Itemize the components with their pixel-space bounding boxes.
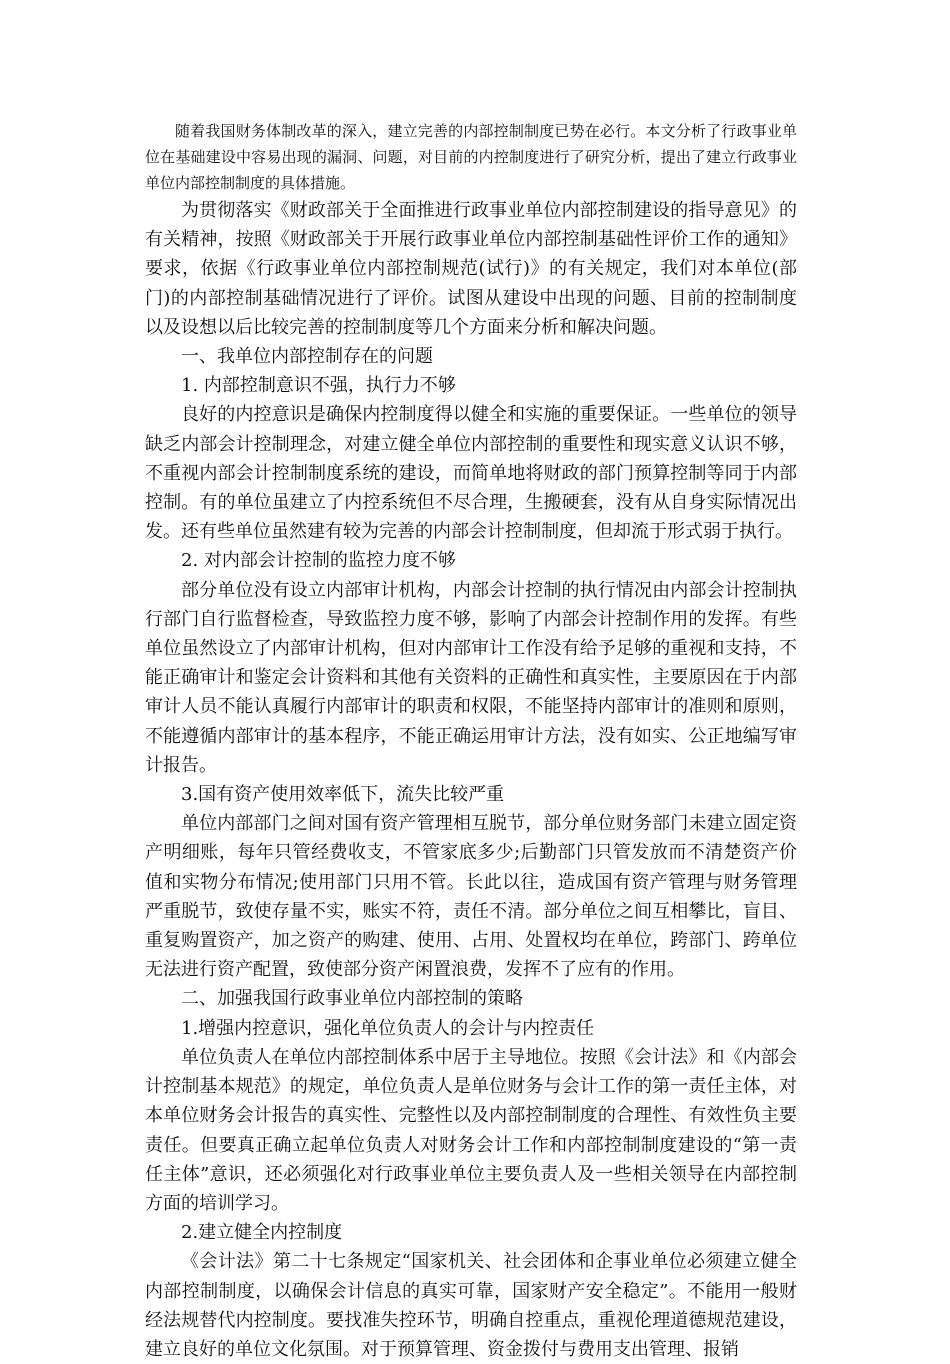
intro-paragraph: 为贯彻落实《财政部关于全面推进行政事业单位内部控制建设的指导意见》的有关精神，按照《财政部关于开展行政事业单位内部控制基础性评价工作的通知》要求，依据《行政事业单位内部控制规范(试行)》的有关规定，我们对本单位(部门)的内部控制基础情况进行了评价。试图从建设中出现的问题、目前的控制制度以及设想以后比较完善的控制制度等几个方面来分析和解决问题。 <box>145 200 797 338</box>
body-paragraph-responsibility: 单位负责人在单位内部控制体系中居于主导地位。按照《会计法》和《内部会计控制基本规范》的规定，单位负责人是单位财务与会计工作的第一责任主体，对本单位财务会计报告的真实性、完整性以及内部控制制度的合理性、有效性负主要责任。但要真正确立起单位负责人对财务会计工作和内部控制制度建设的“第一责任主体”意识，还必须强化对行政事业单位主要负责人及一些相关领导在内部控制方面的培训学习。 <box>145 1046 797 1214</box>
abstract-paragraph: 随着我国财务体制改革的深入，建立完善的内部控制制度已势在必行。本文分析了行政事业单位在基础建设中容易出现的漏洞、问题，对目前的内控制度进行了研究分析，提出了建立行政事业单位内部控制制度的具体措施。 <box>145 122 797 192</box>
body-paragraph-awareness: 良好的内控意识是确保内控制度得以健全和实施的重要保证。一些单位的领导缺乏内部会计控制理念，对建立健全单位内部控制的重要性和现实意义认识不够，不重视内部会计控制制度系统的建设，而简单地将财政的部门预算控制等同于内部控制。有的单位虽建立了内控系统但不尽合理，生搬硬套，没有从自身实际情况出发。还有些单位虽然建有较为完善的内部会计控制制度，但却流于形式弱于执行。 <box>145 404 797 543</box>
body-paragraph-system: 《会计法》第二十七条规定“国家机关、社会团体和企事业单位必须建立健全内部控制制度，以确保会计信息的真实可靠，国家财产安全稳定”。不能用一般财经法规替代内控制度。要找准失控环节，明确自控重点，重视伦理道德规范建设，建立良好的单位文化氛围。对于预算管理、资金拨付与费用支出管理、报销 <box>145 1251 797 1360</box>
subheading-awareness: 1. 内部控制意识不强，执行力不够 <box>181 375 456 397</box>
body-paragraph-assets: 单位内部部门之间对国有资产管理相互脱节，部分单位财务部门未建立固定资产明细账，每年只管经费收支，不管家底多少;后勤部门只管发放而不清楚资产价值和实物分布情况;使用部门只用不管。长此以往，造成国有资产管理与财务管理严重脱节，致使存量不实，账实不符，责任不清。部分单位之间互相攀比，盲目、重复购置资产，加之资产的购建、使用、占用、处置权均在单位，跨部门、跨单位无法进行资产配置，致使部分资产闲置浪费，发挥不了应有的作用。 <box>145 813 797 981</box>
subheading-responsibility: 1.增强内控意识，强化单位负责人的会计与内控责任 <box>181 1017 595 1039</box>
body-paragraph-supervision: 部分单位没有设立内部审计机构，内部会计控制的执行情况由内部会计控制执行部门自行监督检查，导致监控力度不够，影响了内部会计控制作用的发挥。有些单位虽然设立了内部审计机构，但对内部审计工作没有给予足够的重视和支持，不能正确审计和鉴定会计资料和其他有关资料的正确性和真实性，主要原因在于内部审计人员不能认真履行内部审计的职责和权限，不能坚持内部审计的准则和原则，不能遵循内部审计的基本程序，不能正确运用审计方法，没有如实、公正地编写审计报告。 <box>145 579 797 776</box>
subheading-assets: 3.国有资产使用效率低下，流失比较严重 <box>181 784 505 806</box>
subheading-system: 2.建立健全内控制度 <box>181 1222 343 1244</box>
section-heading-strategies: 二、加强我国行政事业单位内部控制的策略 <box>181 988 523 1010</box>
subheading-supervision: 2. 对内部会计控制的监控力度不够 <box>181 550 456 572</box>
document-body <box>145 118 797 1364</box>
section-heading-problems: 一、我单位内部控制存在的问题 <box>181 346 433 368</box>
